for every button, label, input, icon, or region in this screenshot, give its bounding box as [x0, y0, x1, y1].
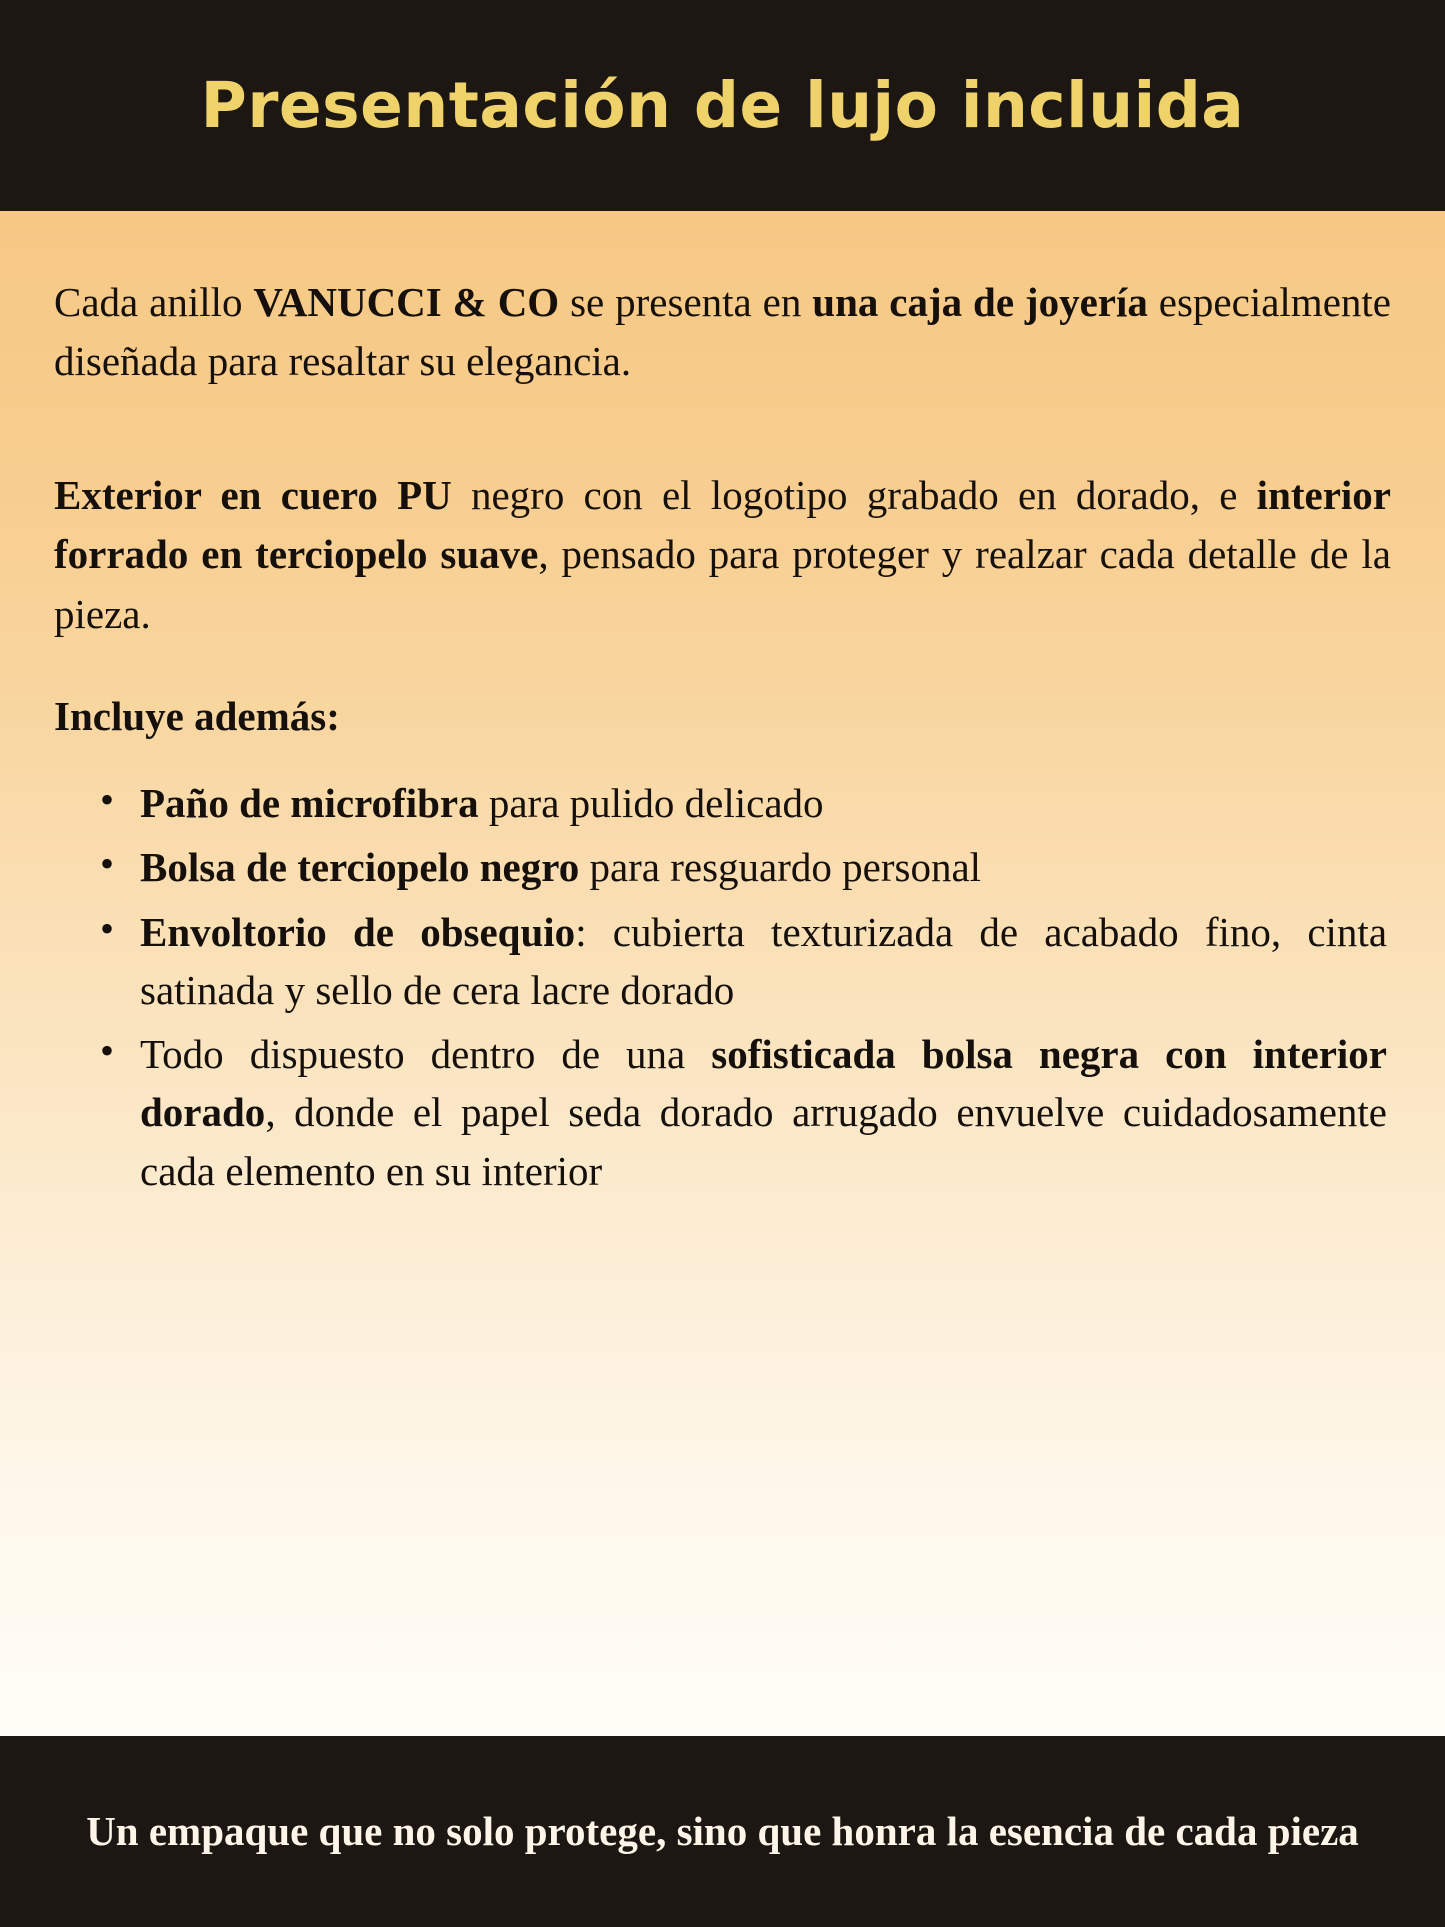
header-banner: [0, 0, 1445, 211]
list-item-text1: : cubierta texturizada de acabado fino, cinta satinada y sello de cera lacre dorado: [140, 908, 1388, 1013]
list-item-bold1: Bolsa de terciopelo negro: [140, 844, 580, 891]
paragraph-materials-bold1: Exterior en cuero PU: [54, 471, 452, 518]
paragraph-materials-bold2: interior forrado en terciopelo suave: [54, 471, 1392, 578]
list-item-text1: Todo dispuesto dentro de una: [140, 1031, 712, 1078]
paragraph-intro-part3: especialmente diseñada para resaltar su elegancia.: [54, 279, 1391, 385]
brand-name: VANUCCI & CO: [253, 279, 560, 325]
content-area: [0, 211, 1445, 1736]
includes-heading: Incluye además:: [54, 693, 340, 740]
list-item-text1: para resguardo personal: [579, 844, 982, 891]
footer-banner: [0, 1736, 1445, 1927]
paragraph-materials-part1: negro con el logotipo grabado en dorado, e: [451, 471, 1257, 518]
list-item-bold1: Paño de microfibra: [140, 780, 479, 827]
list-item-bold1: Envoltorio de obsequio: [140, 908, 576, 955]
list-item: [96, 838, 1387, 896]
list-item-text1: para pulido delicado: [478, 780, 824, 827]
paragraph-intro: [54, 273, 1391, 392]
list-item-bold2: sofisticada bolsa negra con interior dorado: [140, 1031, 1387, 1136]
paragraph-materials-part2: , pensado para proteger y realzar cada detalle de la pieza.: [54, 531, 1391, 637]
list-item: [96, 903, 1387, 1019]
list-item: [96, 1025, 1387, 1200]
paragraph-materials: [54, 466, 1391, 644]
list-item-text2: , donde el papel seda dorado arrugado envuelve cuidadosamente cada elemento en su interior: [140, 1089, 1387, 1194]
paragraph-intro-part2: se presenta en: [559, 279, 813, 325]
list-item: [96, 774, 1387, 832]
page-title: Presentación de lujo incluida: [200, 68, 1245, 142]
footer-tagline: Un empaque que no solo protege, sino que honra la esencia de cada pieza: [86, 1807, 1359, 1854]
includes-list: [54, 774, 1391, 1200]
paragraph-intro-part1: Cada anillo: [54, 279, 254, 325]
paragraph-intro-bold1: una caja de joyería: [812, 279, 1148, 325]
